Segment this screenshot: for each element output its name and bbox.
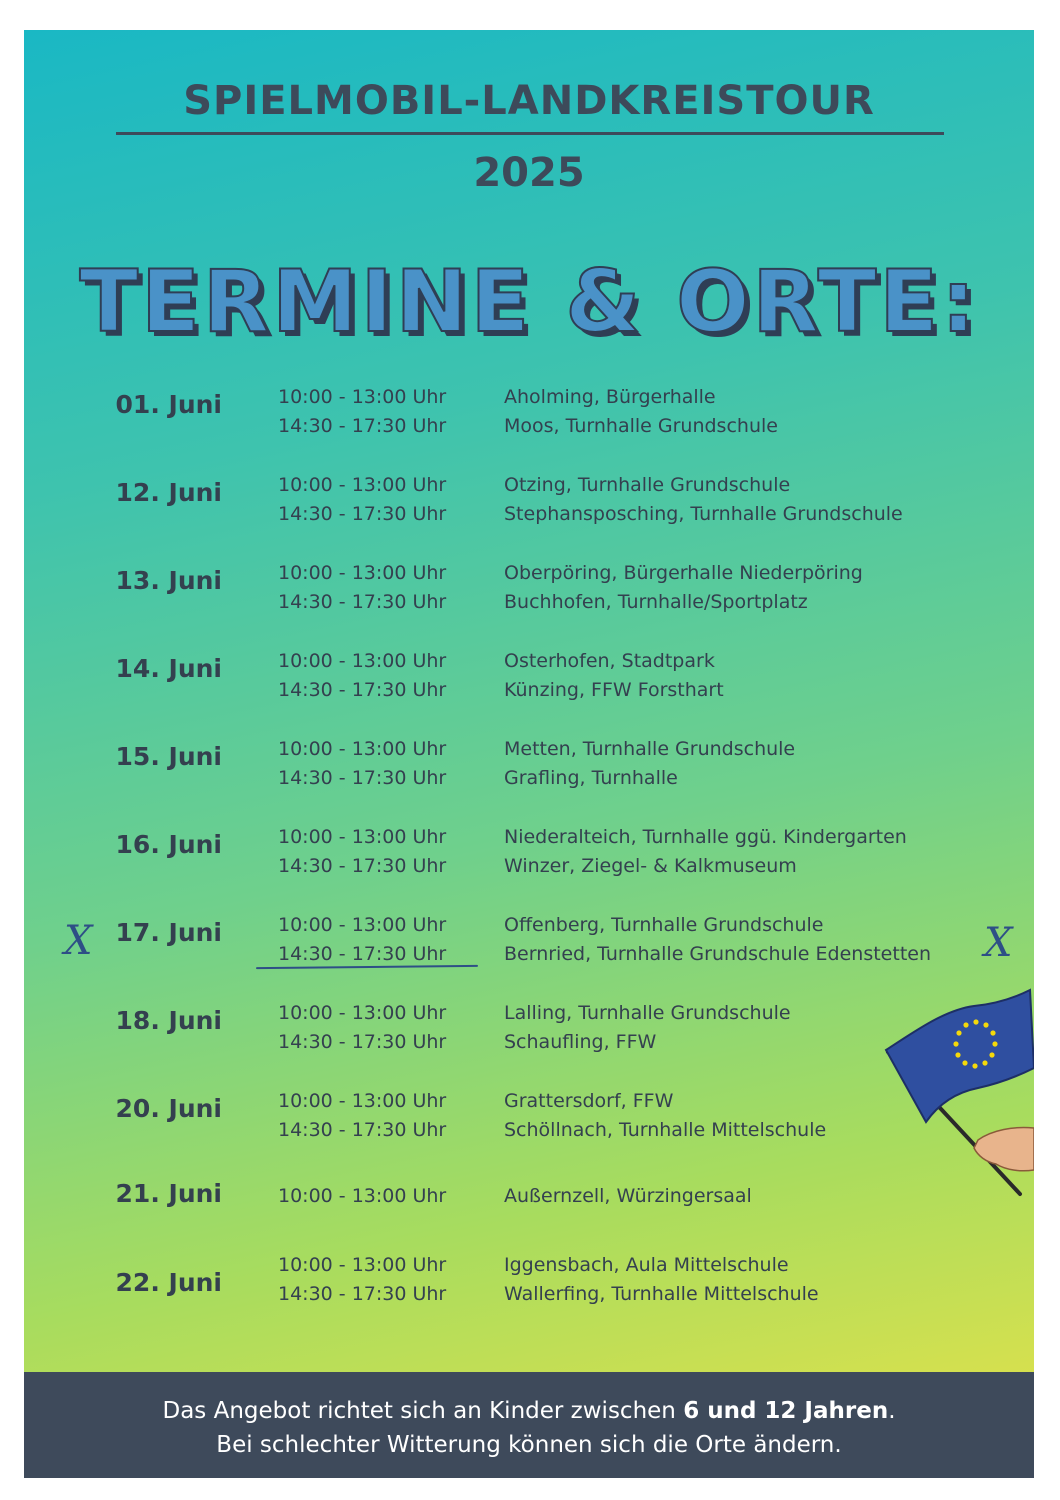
schedule-time: 14:30 - 17:30 Uhr <box>278 679 447 701</box>
schedule-row <box>24 650 1034 710</box>
schedule-date: 13. Juni <box>115 566 222 595</box>
footer-weather-note: Bei schlechter Witterung können sich die Orte ändern. <box>216 1432 842 1458</box>
flyer-year: 2025 <box>473 150 585 196</box>
schedule-time: 14:30 - 17:30 Uhr <box>278 943 447 965</box>
schedule-time: 10:00 - 13:00 Uhr <box>278 1090 447 1112</box>
schedule-time: 14:30 - 17:30 Uhr <box>278 415 447 437</box>
schedule-place: Aholming, Bürgerhalle <box>504 386 716 408</box>
schedule-place: Offenberg, Turnhalle Grundschule <box>504 914 824 936</box>
schedule-date: 14. Juni <box>115 654 222 683</box>
schedule-date: 21. Juni <box>115 1179 222 1208</box>
schedule-date: 18. Juni <box>115 1006 222 1035</box>
schedule-place: Iggensbach, Aula Mittelschule <box>504 1254 789 1276</box>
schedule-date: 22. Juni <box>115 1268 222 1297</box>
schedule-time: 14:30 - 17:30 Uhr <box>278 591 447 613</box>
schedule-place: Künzing, FFW Forsthart <box>504 679 724 701</box>
schedule-row <box>24 738 1034 798</box>
schedule-row <box>24 914 1034 974</box>
headline: TERMINE & ORTE: <box>79 252 979 352</box>
footer-age-note: Das Angebot richtet sich an Kinder zwischen 6 und 12 Jahren. <box>162 1398 896 1424</box>
schedule-place: Schaufling, FFW <box>504 1031 657 1053</box>
schedule-time: 14:30 - 17:30 Uhr <box>278 767 447 789</box>
handwritten-x-mark-right: X <box>984 920 1013 966</box>
schedule-date: 01. Juni <box>115 390 222 419</box>
footer-banner <box>24 1372 1034 1478</box>
flyer-title: SPIELMOBIL-LANDKREISTOUR <box>183 78 875 124</box>
flyer <box>24 30 1034 1478</box>
schedule-place: Buchhofen, Turnhalle/Sportplatz <box>504 591 808 613</box>
eu-flag-icon <box>874 980 1034 1200</box>
schedule-place: Winzer, Ziegel- & Kalkmuseum <box>504 855 797 877</box>
schedule-place: Metten, Turnhalle Grundschule <box>504 738 796 760</box>
schedule-time: 10:00 - 13:00 Uhr <box>278 1002 447 1024</box>
schedule-time: 10:00 - 13:00 Uhr <box>278 386 447 408</box>
schedule-time: 14:30 - 17:30 Uhr <box>278 1119 447 1141</box>
schedule-date: 12. Juni <box>115 478 222 507</box>
schedule-place: Moos, Turnhalle Grundschule <box>504 415 778 437</box>
schedule-place: Osterhofen, Stadtpark <box>504 650 715 672</box>
schedule-date: 17. Juni <box>115 918 222 947</box>
handwritten-x-mark-left: X <box>64 918 93 964</box>
schedule-date: 16. Juni <box>115 830 222 859</box>
schedule-row <box>24 826 1034 886</box>
schedule-time: 10:00 - 13:00 Uhr <box>278 914 447 936</box>
schedule-time: 10:00 - 13:00 Uhr <box>278 738 447 760</box>
schedule-place: Schöllnach, Turnhalle Mittelschule <box>504 1119 827 1141</box>
schedule-time: 10:00 - 13:00 Uhr <box>278 826 447 848</box>
schedule-row <box>24 386 1034 446</box>
schedule-date: 15. Juni <box>115 742 222 771</box>
schedule-place: Wallerfing, Turnhalle Mittelschule <box>504 1283 819 1305</box>
schedule-place: Grafling, Turnhalle <box>504 767 678 789</box>
schedule-place: Oberpöring, Bürgerhalle Niederpöring <box>504 562 863 584</box>
schedule-time: 14:30 - 17:30 Uhr <box>278 855 447 877</box>
schedule-time: 10:00 - 13:00 Uhr <box>278 562 447 584</box>
schedule-place: Grattersdorf, FFW <box>504 1090 674 1112</box>
schedule-time: 10:00 - 13:00 Uhr <box>278 1185 447 1207</box>
schedule-row <box>24 474 1034 534</box>
schedule-time: 14:30 - 17:30 Uhr <box>278 1283 447 1305</box>
schedule-place: Bernried, Turnhalle Grundschule Edenstetten <box>504 943 931 965</box>
schedule-place: Lalling, Turnhalle Grundschule <box>504 1002 791 1024</box>
schedule-place: Stephansposching, Turnhalle Grundschule <box>504 503 903 525</box>
schedule-time: 10:00 - 13:00 Uhr <box>278 650 447 672</box>
title-divider <box>116 132 944 135</box>
schedule-place: Otzing, Turnhalle Grundschule <box>504 474 791 496</box>
schedule-time: 10:00 - 13:00 Uhr <box>278 474 447 496</box>
schedule-time: 10:00 - 13:00 Uhr <box>278 1254 447 1276</box>
hand-icon <box>974 1128 1034 1171</box>
schedule-date: 20. Juni <box>115 1094 222 1123</box>
schedule-place: Niederalteich, Turnhalle ggü. Kindergarten <box>504 826 907 848</box>
schedule-place: Außernzell, Würzingersaal <box>504 1185 752 1207</box>
schedule-time: 14:30 - 17:30 Uhr <box>278 503 447 525</box>
schedule-row <box>24 1254 1034 1314</box>
schedule-row <box>24 562 1034 622</box>
schedule-time: 14:30 - 17:30 Uhr <box>278 1031 447 1053</box>
